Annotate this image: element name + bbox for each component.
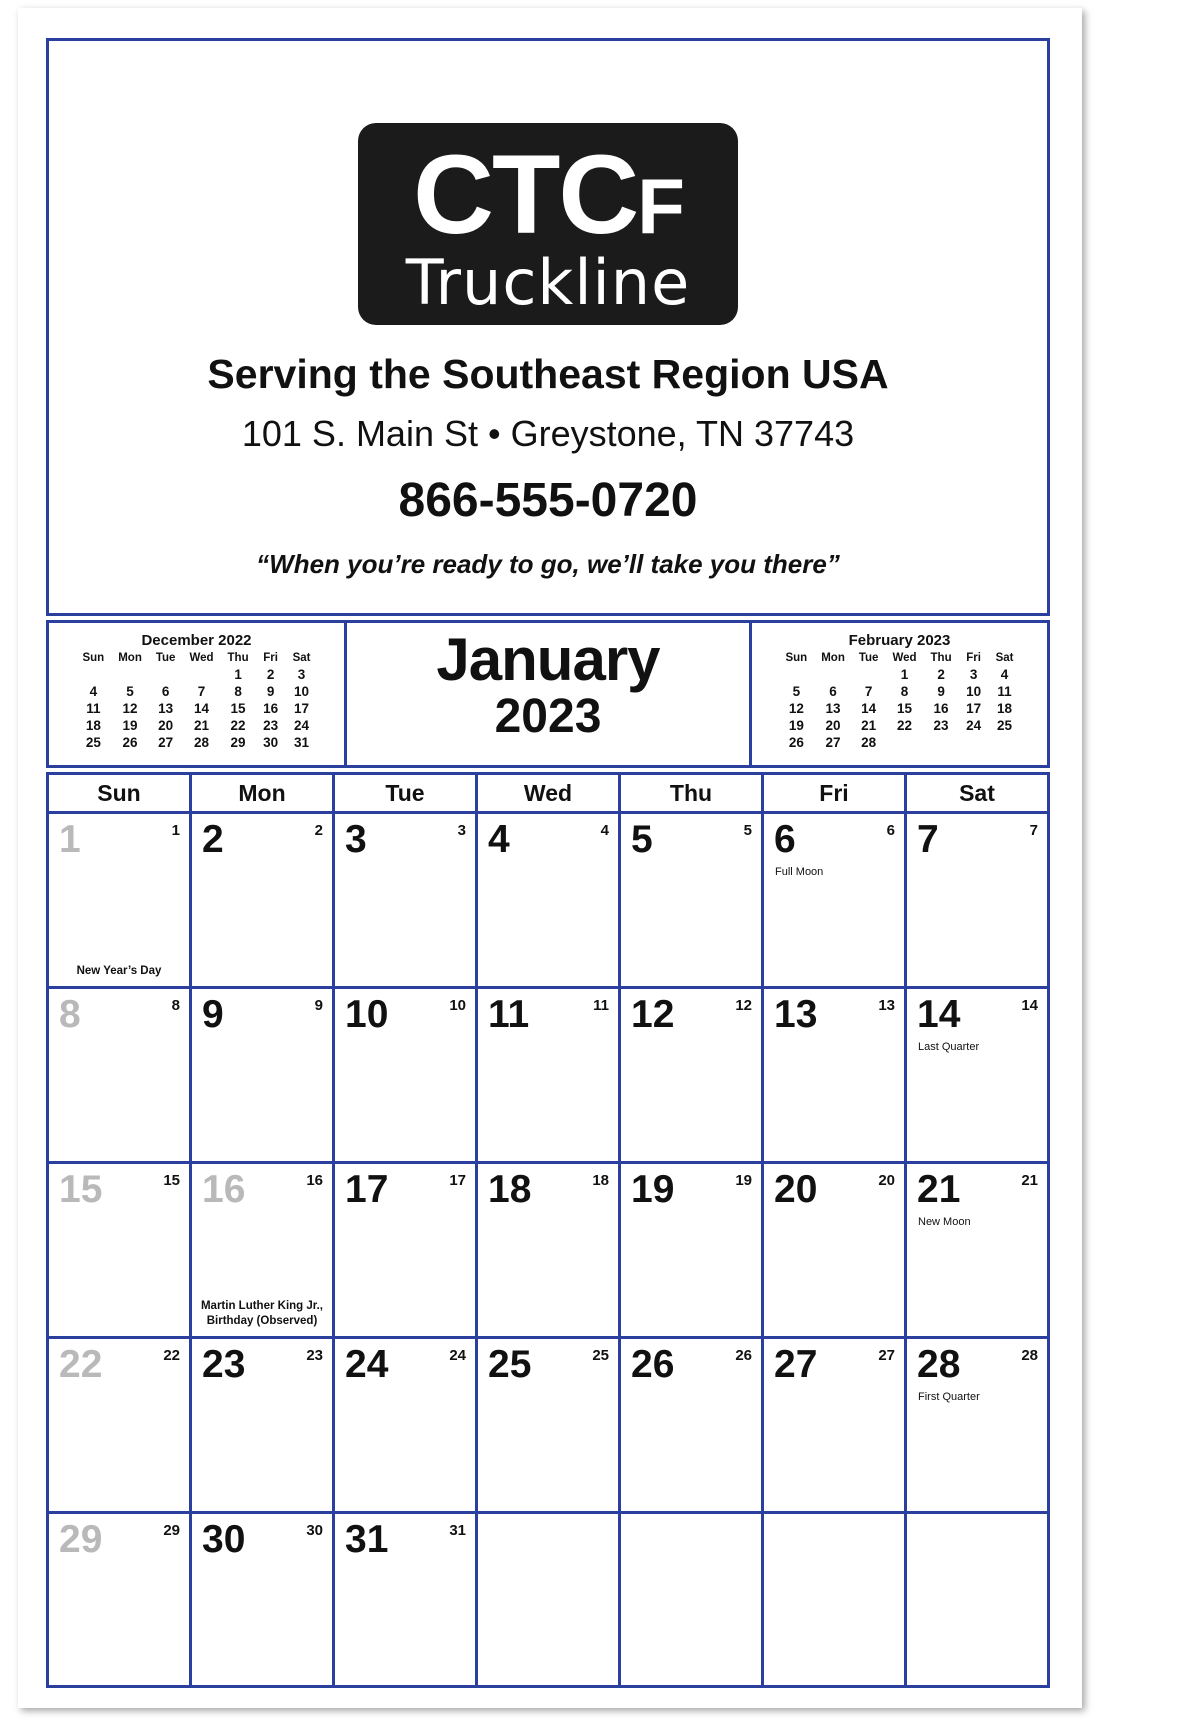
calendar-day-cell[interactable]: [764, 1339, 907, 1511]
calendar-day-cell[interactable]: [192, 1164, 335, 1336]
mini-day-cell: 21: [861, 718, 877, 733]
day-of-year-number: 22: [163, 1347, 180, 1364]
calendar-day-cell[interactable]: [49, 1164, 192, 1336]
calendar-day-cell[interactable]: [907, 1164, 1047, 1336]
day-of-week-header: Tue: [335, 775, 478, 811]
day-number: 3: [345, 818, 367, 861]
mini-dow-header: Mon: [821, 652, 845, 664]
mini-calendar-previous-table: [75, 652, 317, 751]
day-number: 19: [631, 1168, 675, 1211]
mini-day-cell: 5: [792, 684, 801, 699]
day-number: 20: [774, 1168, 818, 1211]
mini-day-cell: 3: [969, 667, 978, 682]
mini-day-cell: [959, 734, 989, 751]
day-number: 24: [345, 1343, 389, 1386]
mini-day-cell: 14: [193, 701, 209, 716]
day-number: 26: [631, 1343, 675, 1386]
day-number: 21: [917, 1168, 961, 1211]
company-slogan: “When you’re ready to go, we’ll take you there”: [256, 549, 840, 579]
mini-calendar-previous-title: December 2022: [141, 632, 252, 649]
mini-day-cell: 26: [788, 735, 804, 750]
calendar-day-cell[interactable]: [907, 989, 1047, 1161]
mini-day-cell: 4: [89, 684, 98, 699]
moon-phase-label: First Quarter: [918, 1391, 980, 1403]
day-of-year-number: 23: [306, 1347, 323, 1364]
day-number: 8: [59, 993, 81, 1036]
mini-dow-header: Tue: [858, 652, 879, 664]
mini-dow-header: Sun: [82, 652, 105, 664]
mini-day-cell: 17: [294, 701, 310, 716]
day-of-year-number: 11: [593, 997, 609, 1014]
calendar-day-cell[interactable]: [192, 1514, 335, 1686]
day-of-year-number: 26: [735, 1347, 752, 1364]
calendar-day-cell[interactable]: [621, 814, 764, 986]
day-of-year-number: 24: [449, 1347, 466, 1364]
day-of-year-number: 4: [600, 822, 609, 839]
mini-day-cell: 24: [294, 718, 310, 733]
company-phone: 866-555-0720: [398, 474, 698, 527]
logo-letters: CTCF: [413, 132, 683, 257]
day-of-year-number: 1: [171, 822, 180, 839]
day-number: 7: [917, 818, 939, 861]
day-of-year-number: 10: [449, 997, 466, 1014]
day-of-year-number: 14: [1021, 997, 1038, 1014]
day-of-week-header: Thu: [621, 775, 764, 811]
calendar-day-cell[interactable]: [49, 814, 192, 986]
mini-day-cell: 2: [937, 667, 945, 682]
day-number: 29: [59, 1518, 103, 1561]
mini-day-cell: 8: [900, 684, 909, 699]
company-address: 101 S. Main St • Greystone, TN 37743: [241, 413, 855, 454]
calendar-poster: [18, 8, 1082, 1708]
mini-week-row: [75, 734, 317, 751]
mini-day-cell: 22: [896, 718, 912, 733]
mini-day-cell: [778, 666, 814, 683]
day-number: 6: [774, 818, 796, 861]
moon-phase-label: New Moon: [918, 1216, 971, 1228]
calendar-day-cell-empty[interactable]: [621, 1514, 764, 1686]
mini-dow-header: Fri: [263, 652, 278, 664]
mini-day-cell: [924, 734, 959, 751]
calendar-day-cell[interactable]: [621, 1164, 764, 1336]
day-of-year-number: 16: [306, 1172, 323, 1189]
calendar-day-cell[interactable]: [335, 1514, 478, 1686]
day-number: 16: [202, 1168, 246, 1211]
day-of-year-number: 29: [163, 1522, 180, 1539]
mini-calendar-next-table: [778, 652, 1020, 751]
mini-day-cell: [182, 666, 220, 683]
logo-wordmark: Truckline: [405, 246, 691, 319]
mini-dow-header: Thu: [930, 652, 952, 664]
mini-day-cell: [149, 666, 183, 683]
mini-day-cell: 1: [234, 667, 242, 682]
mini-day-cell: 9: [937, 684, 945, 699]
advertiser-header-panel: [46, 38, 1050, 616]
day-of-year-number: 31: [449, 1522, 466, 1539]
calendar-day-cell[interactable]: [478, 989, 621, 1161]
day-number: 2: [202, 818, 224, 861]
moon-phase-label: Full Moon: [775, 866, 824, 878]
mini-dow-header: Wed: [189, 652, 214, 664]
mini-day-cell: [814, 666, 852, 683]
calendar-day-cell-empty[interactable]: [764, 1514, 907, 1686]
mini-day-cell: 15: [230, 701, 246, 716]
mini-week-row: [778, 717, 1020, 734]
calendar-day-cell[interactable]: [478, 1339, 621, 1511]
mini-dow-header: Thu: [227, 652, 249, 664]
mini-week-row: [778, 666, 1020, 683]
mini-day-cell: 15: [896, 701, 912, 716]
calendar-day-cell[interactable]: [192, 1339, 335, 1511]
mini-day-cell: 6: [829, 684, 837, 699]
day-of-year-number: 3: [457, 822, 466, 839]
mini-day-cell: 19: [788, 718, 804, 733]
mini-day-cell: [989, 734, 1021, 751]
moon-phase-label: Last Quarter: [918, 1041, 980, 1053]
mini-day-cell: 20: [158, 718, 174, 733]
mini-day-cell: 18: [85, 718, 101, 733]
holiday-label: Martin Luther King Jr., Birthday (Observed): [200, 1300, 324, 1327]
day-number: 13: [774, 993, 818, 1036]
mini-day-cell: 29: [230, 735, 246, 750]
day-of-year-number: 12: [735, 997, 752, 1014]
mini-day-cell: 27: [825, 735, 841, 750]
mini-day-cell: 20: [825, 718, 841, 733]
mini-day-cell: 8: [234, 684, 242, 699]
mini-day-cell: 23: [263, 718, 279, 733]
day-number: 15: [59, 1168, 103, 1211]
day-number: 27: [774, 1343, 818, 1386]
calendar-day-cell[interactable]: [192, 814, 335, 986]
mini-week-row: [778, 734, 1020, 751]
day-number: 5: [631, 818, 653, 861]
day-of-year-number: 21: [1021, 1172, 1038, 1189]
mini-day-cell: 3: [297, 667, 306, 682]
calendar-day-cell[interactable]: [335, 814, 478, 986]
mini-day-cell: 23: [933, 718, 949, 733]
mini-week-row: [778, 683, 1020, 700]
day-number: 23: [202, 1343, 246, 1386]
mini-day-cell: 10: [294, 684, 310, 699]
mini-day-cell: 25: [997, 718, 1013, 733]
mini-day-cell: 6: [161, 684, 170, 699]
day-of-year-number: 20: [878, 1172, 895, 1189]
calendar-day-cell-empty[interactable]: [907, 1514, 1047, 1686]
mini-dow-header: Wed: [892, 652, 917, 664]
day-number: 18: [488, 1168, 532, 1211]
day-number: 10: [345, 993, 389, 1036]
day-of-year-number: 9: [314, 997, 323, 1014]
day-of-year-number: 7: [1029, 822, 1038, 839]
day-of-year-number: 13: [878, 997, 895, 1014]
mini-day-cell: 13: [158, 701, 174, 716]
mini-day-cell: 28: [193, 735, 209, 750]
calendar-day-cell[interactable]: [478, 1164, 621, 1336]
mini-day-cell: 24: [966, 718, 982, 733]
day-number: 28: [917, 1343, 961, 1386]
day-number: 4: [488, 818, 510, 861]
mini-day-cell: 2: [266, 667, 275, 682]
mini-day-cell: 16: [933, 701, 949, 716]
calendar-day-cell[interactable]: [335, 989, 478, 1161]
mini-day-cell: 10: [966, 684, 982, 699]
mini-day-cell: 7: [864, 684, 873, 699]
mini-day-cell: 25: [85, 735, 101, 750]
mini-week-row: [75, 683, 317, 700]
mini-dow-header: Sat: [292, 652, 311, 664]
day-of-year-number: 25: [592, 1347, 609, 1364]
mini-day-cell: 1: [900, 667, 909, 682]
mini-day-cell: 27: [158, 735, 174, 750]
mini-dow-header: Sat: [995, 652, 1014, 664]
company-logo: [358, 123, 738, 325]
calendar-day-cell[interactable]: [621, 1339, 764, 1511]
day-of-week-header: Sun: [49, 775, 192, 811]
calendar-day-cell[interactable]: [335, 1164, 478, 1336]
calendar-week-row: [49, 1164, 1047, 1339]
calendar-day-cell[interactable]: [478, 814, 621, 986]
month-name: January: [436, 626, 660, 693]
mini-day-cell: 5: [126, 684, 134, 699]
mini-day-cell: 22: [230, 718, 246, 733]
mini-day-cell: 16: [263, 701, 279, 716]
day-of-year-number: 5: [743, 822, 752, 839]
mini-day-cell: 31: [294, 735, 310, 750]
mini-day-cell: [75, 666, 111, 683]
calendar-day-cell[interactable]: [49, 989, 192, 1161]
calendar-week-row: [49, 1514, 1047, 1686]
calendar-day-cell[interactable]: [907, 1339, 1047, 1511]
day-number: 9: [202, 993, 224, 1036]
calendar-week-row: [49, 1339, 1047, 1514]
calendar-week-row: [49, 814, 1047, 989]
mini-calendar-next-month: [749, 623, 1047, 765]
calendar-day-cell[interactable]: [621, 989, 764, 1161]
calendar-day-cell[interactable]: [49, 1339, 192, 1511]
day-of-year-number: 2: [314, 822, 323, 839]
mini-day-cell: [111, 666, 149, 683]
day-of-year-number: 8: [171, 997, 180, 1014]
mini-day-cell: [885, 734, 923, 751]
holiday-label: New Year’s Day: [76, 964, 162, 977]
mini-day-cell: 28: [861, 735, 877, 750]
day-number: 17: [345, 1168, 389, 1211]
company-tagline: Serving the Southeast Region USA: [207, 351, 889, 397]
calendar-grid: [46, 772, 1050, 1688]
day-of-week-header: Mon: [192, 775, 335, 811]
mini-day-cell: 11: [86, 701, 101, 716]
day-of-week-header: Fri: [764, 775, 907, 811]
mini-week-row: [778, 700, 1020, 717]
calendar-week-row: [49, 989, 1047, 1164]
mini-day-cell: 13: [825, 701, 841, 716]
mini-day-cell: 18: [997, 701, 1013, 716]
day-of-year-number: 30: [306, 1522, 323, 1539]
calendar-day-cell[interactable]: [192, 989, 335, 1161]
mini-day-cell: 21: [193, 718, 209, 733]
day-of-week-header-row: [49, 775, 1047, 814]
mini-day-cell: 7: [197, 684, 206, 699]
mini-day-cell: 12: [122, 701, 138, 716]
mini-day-cell: 12: [788, 701, 804, 716]
mini-day-cell: 30: [263, 735, 279, 750]
calendar-day-cell[interactable]: [335, 1339, 478, 1511]
month-year: 2023: [494, 690, 602, 743]
day-of-week-header: Wed: [478, 775, 621, 811]
mini-week-row: [75, 666, 317, 683]
mini-day-cell: [852, 666, 886, 683]
day-number: 1: [59, 818, 81, 861]
month-title-band: [46, 620, 1050, 768]
mini-day-cell: 19: [122, 718, 138, 733]
day-number: 12: [631, 993, 675, 1036]
day-of-year-number: 28: [1021, 1347, 1038, 1364]
day-number: 14: [917, 993, 961, 1036]
mini-dow-header: Mon: [118, 652, 142, 664]
day-number: 11: [488, 993, 530, 1036]
day-of-year-number: 27: [878, 1347, 895, 1364]
mini-week-row: [75, 717, 317, 734]
mini-day-cell: 26: [122, 735, 138, 750]
mini-day-cell: 4: [1000, 667, 1009, 682]
day-of-year-number: 19: [735, 1172, 752, 1189]
day-of-year-number: 17: [449, 1172, 466, 1189]
day-of-week-header: Sat: [959, 780, 995, 806]
mini-day-cell: 17: [966, 701, 982, 716]
calendar-day-cell-empty[interactable]: [478, 1514, 621, 1686]
calendar-day-cell[interactable]: [49, 1514, 192, 1686]
day-number: 22: [59, 1343, 103, 1386]
day-of-year-number: 6: [886, 822, 895, 839]
mini-day-cell: 14: [861, 701, 877, 716]
mini-week-row: [75, 700, 317, 717]
mini-calendar-previous-month: [49, 623, 347, 765]
calendar-day-cell[interactable]: [907, 814, 1047, 986]
day-number: 25: [488, 1343, 532, 1386]
mini-dow-header: Sun: [785, 652, 808, 664]
calendar-day-cell[interactable]: [764, 989, 907, 1161]
calendar-day-cell[interactable]: [764, 1164, 907, 1336]
mini-dow-header: Tue: [155, 652, 176, 664]
day-number: 31: [345, 1518, 389, 1561]
main-month-heading: [347, 623, 749, 765]
mini-day-cell: 11: [997, 684, 1012, 699]
mini-calendar-next-title: February 2023: [848, 632, 951, 649]
calendar-weeks: [49, 814, 1047, 1686]
day-number: 30: [202, 1518, 246, 1561]
calendar-day-cell[interactable]: [764, 814, 907, 986]
day-of-year-number: 18: [592, 1172, 609, 1189]
day-of-year-number: 15: [163, 1172, 180, 1189]
mini-day-cell: 9: [266, 684, 275, 699]
mini-dow-header: Fri: [966, 652, 981, 664]
